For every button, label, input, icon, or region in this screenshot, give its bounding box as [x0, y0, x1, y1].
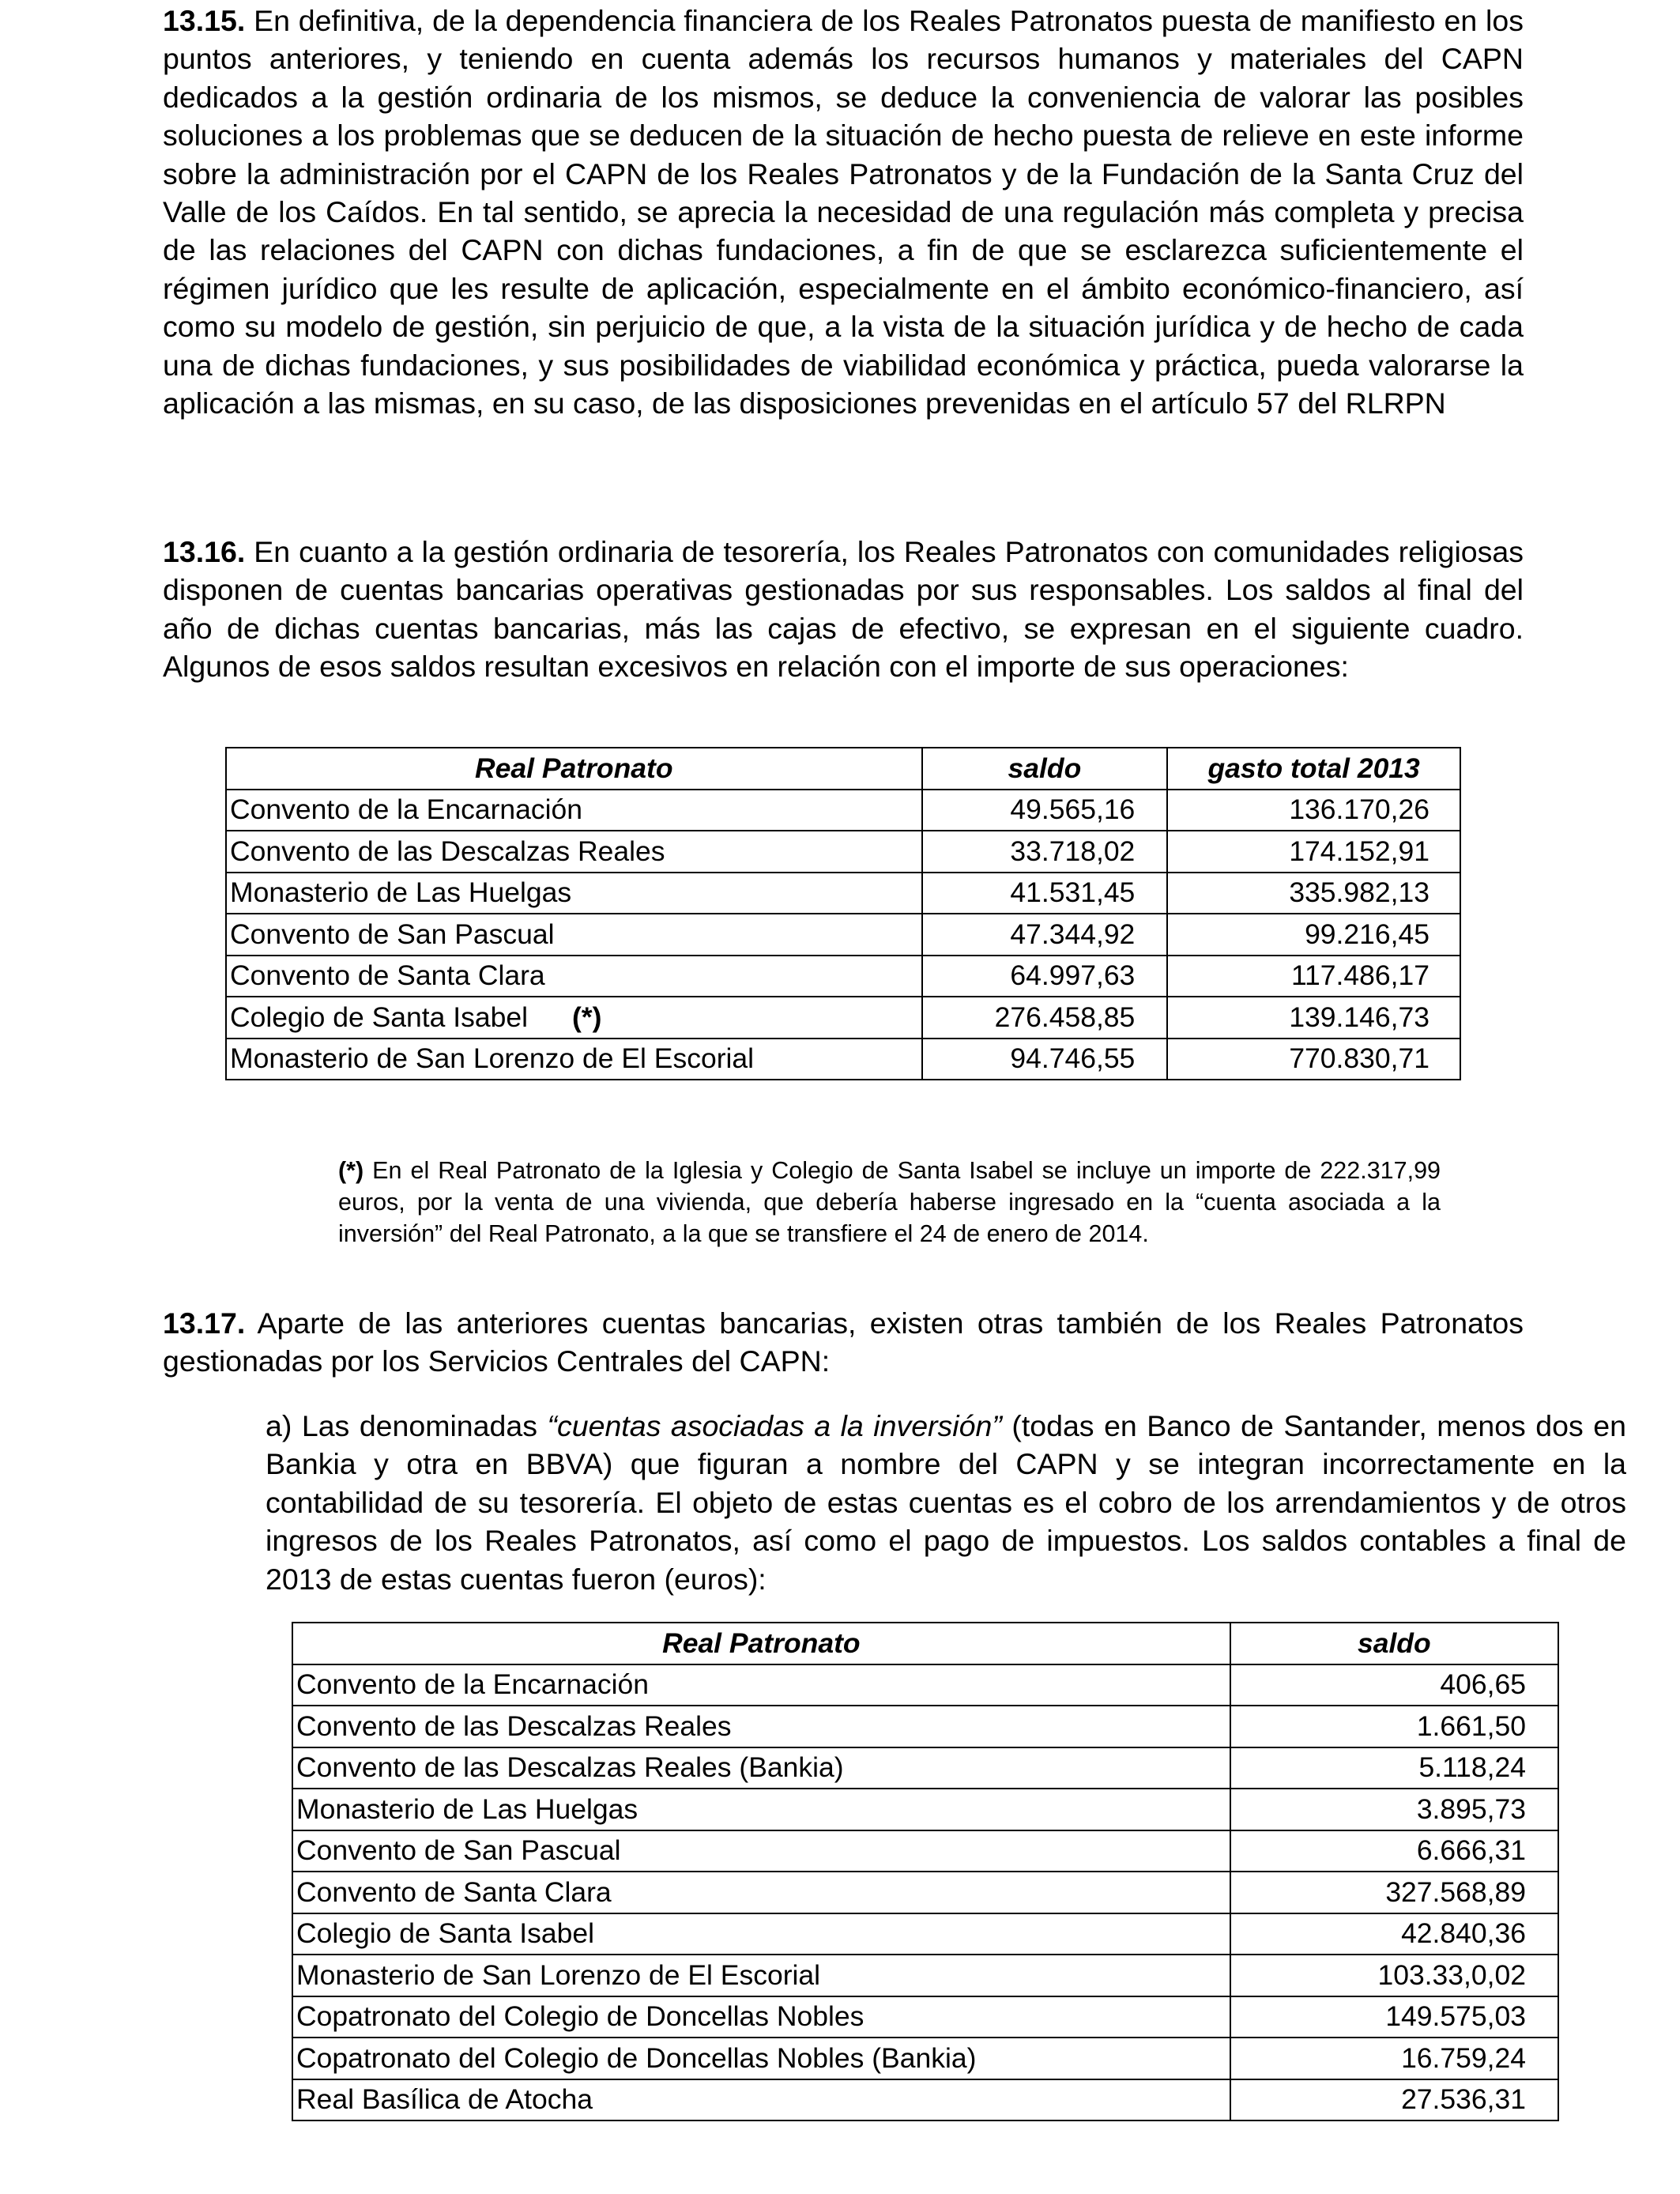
cell-name [226, 956, 922, 997]
paragraph-number: 13.16. [163, 535, 246, 568]
cell-name: Copatronato del Colegio de Doncellas Nobles (Bankia) [292, 2038, 1230, 2079]
cell-gasto: 136.170,26 [1167, 790, 1460, 831]
table-row [292, 1996, 1558, 2038]
paragraph-13-15 [163, 2, 1524, 422]
cell-saldo: 33.718,02 [922, 831, 1168, 873]
cell-saldo: 41.531,45 [922, 873, 1168, 914]
paragraph-number: 13.15. [163, 4, 246, 37]
table-row [292, 2038, 1558, 2079]
cell-name-text: Convento de San Pascual [230, 918, 555, 950]
cell-gasto: 99.216,45 [1167, 914, 1460, 956]
cell-saldo: 27.536,31 [1230, 2079, 1558, 2121]
cell-saldo: 406,65 [1230, 1664, 1558, 1706]
table-header-row [226, 748, 1460, 790]
cell-saldo: 327.568,89 [1230, 1872, 1558, 1913]
table-footnote [338, 1155, 1441, 1250]
cell-name [226, 914, 922, 956]
cell-gasto: 770.830,71 [1167, 1039, 1460, 1080]
cell-saldo: 149.575,03 [1230, 1996, 1558, 2038]
cell-name [226, 1039, 922, 1080]
cell-saldo: 1.661,50 [1230, 1706, 1558, 1747]
cell-name: Real Basílica de Atocha [292, 2079, 1230, 2121]
cell-name-text: Convento de las Descalzas Reales [230, 835, 665, 867]
cell-gasto: 139.146,73 [1167, 997, 1460, 1039]
cell-name-text: Convento de Santa Clara [230, 959, 545, 992]
cell-saldo: 16.759,24 [1230, 2038, 1558, 2079]
column-header-saldo: saldo [1230, 1623, 1558, 1664]
footnote-mark: (*) [571, 1001, 602, 1033]
cell-saldo: 42.840,36 [1230, 1913, 1558, 1955]
cell-name-text: Colegio de Santa Isabel [230, 1001, 528, 1033]
table-row [226, 831, 1460, 873]
cell-name: Colegio de Santa Isabel [292, 1913, 1230, 1955]
table-row [292, 1955, 1558, 1996]
paragraph-13-17-a [163, 1407, 1626, 1598]
paragraph-13-17 [163, 1304, 1524, 1381]
table-row [226, 873, 1460, 914]
cell-saldo: 6.666,31 [1230, 1830, 1558, 1872]
cell-saldo: 276.458,85 [922, 997, 1168, 1039]
footnote-mark: (*) [338, 1156, 364, 1184]
column-header-saldo: saldo [922, 748, 1168, 790]
cell-saldo: 3.895,73 [1230, 1789, 1558, 1830]
table-row [226, 790, 1460, 831]
cell-saldo: 94.746,55 [922, 1039, 1168, 1080]
table-row [292, 1830, 1558, 1872]
cell-saldo: 47.344,92 [922, 914, 1168, 956]
table-row [226, 956, 1460, 997]
cell-name: Convento de las Descalzas Reales (Bankia) [292, 1747, 1230, 1789]
table-header-row [292, 1623, 1558, 1664]
balances-table [225, 747, 1461, 1080]
paragraph-text: En cuanto a la gestión ordinaria de tesorería, los Reales Patronatos con comunidades religiosas disponen de cuentas bancarias operativas gestionadas por sus responsables. Los saldos al final del año de dichas cuentas bancarias, más las cajas de efectivo, se expresan en el siguiente cuadro. Algunos de esos saldos resultan excesivos en relación con el importe de sus operaciones: [163, 535, 1524, 684]
cell-name [226, 831, 922, 873]
cell-name [226, 997, 922, 1039]
cell-name: Convento de Santa Clara [292, 1872, 1230, 1913]
table-row [292, 1706, 1558, 1747]
paragraph-text: Aparte de las anteriores cuentas bancarias, existen otras también de los Reales Patronatos gestionadas por los Servicios Centrales del CAPN: [163, 1306, 1524, 1378]
cell-gasto: 335.982,13 [1167, 873, 1460, 914]
paragraph-text: En definitiva, de la dependencia financiera de los Reales Patronatos puesta de manifiesto en los puntos anteriores, y teniendo en cuenta además los recursos humanos y materiales del CAPN dedicados a la gestión ordinaria de los mismos, se deduce la conveniencia de valorar las posibles soluciones a los problemas que se deducen de la situación de hecho puesta de relieve en este informe sobre la administración por el CAPN de los Reales Patronatos y de la Fundación de la Santa Cruz del Valle de los Caídos. En tal sentido, se aprecia la necesidad de una regulación más completa y precisa de las relaciones del CAPN con dichas fundaciones, a fin de que se esclarezca suficientemente el régimen jurídico que les resulte de aplicación, especialmente en el ámbito económico-financiero, así como su modelo de gestión, sin perjuicio de que, a la vista de la situación jurídica y de hecho de cada una de dichas fundaciones, y sus posibilidades de viabilidad económica y práctica, pueda valorarse la aplicación a las mismas, en su caso, de las disposiciones prevenidas en el artículo 57 del RLRPN [163, 4, 1524, 420]
investment-accounts-table [292, 1622, 1559, 2121]
column-header-real-patronato: Real Patronato [292, 1623, 1230, 1664]
cell-name: Convento de las Descalzas Reales [292, 1706, 1230, 1747]
cell-name [226, 790, 922, 831]
table-row [292, 1747, 1558, 1789]
cell-saldo: 49.565,16 [922, 790, 1168, 831]
paragraph-italic-term: “cuentas asociadas a la inversión” [547, 1409, 1002, 1442]
cell-saldo: 5.118,24 [1230, 1747, 1558, 1789]
paragraph-13-16 [163, 533, 1524, 686]
cell-name: Monasterio de Las Huelgas [292, 1789, 1230, 1830]
table-row [292, 2079, 1558, 2121]
table-row [292, 1789, 1558, 1830]
table-row [226, 997, 1460, 1039]
cell-name: Convento de la Encarnación [292, 1664, 1230, 1706]
cell-saldo: 64.997,63 [922, 956, 1168, 997]
cell-saldo: 103.33,0,02 [1230, 1955, 1558, 1996]
table-row [226, 914, 1460, 956]
paragraph-number: 13.17. [163, 1306, 246, 1340]
cell-gasto: 174.152,91 [1167, 831, 1460, 873]
column-header-gasto-total: gasto total 2013 [1167, 748, 1460, 790]
paragraph-lead: a) Las denominadas [266, 1409, 548, 1442]
cell-name: Monasterio de San Lorenzo de El Escorial [292, 1955, 1230, 1996]
cell-name [226, 873, 922, 914]
cell-name: Convento de San Pascual [292, 1830, 1230, 1872]
paragraph-text: (todas en Banco de Santander, menos dos en Bankia y otra en BBVA) que figuran a nombre del CAPN y se integran incorrectamente en la contabilidad de su tesorería. El objeto de estas cuentas es el cobro de los arrendamientos y de otros ingresos de los Reales Patronatos, así como el pago de impuestos. Los saldos contables a final de 2013 de estas cuentas fueron (euros): [266, 1409, 1626, 1596]
cell-name-text: Monasterio de Las Huelgas [230, 876, 572, 909]
footnote-text: En el Real Patronato de la Iglesia y Colegio de Santa Isabel se incluye un importe de 222.317,99 euros, por la venta de una vivienda, que debería haberse ingresado en la “cuenta asociada a la inversión” del Real Patronato, a la que se transfiere el 24 de enero de 2014. [338, 1156, 1441, 1247]
cell-name: Copatronato del Colegio de Doncellas Nobles [292, 1996, 1230, 2038]
column-header-real-patronato: Real Patronato [226, 748, 922, 790]
cell-gasto: 117.486,17 [1167, 956, 1460, 997]
table-row [226, 1039, 1460, 1080]
table-row [292, 1664, 1558, 1706]
cell-name-text: Convento de la Encarnación [230, 794, 583, 826]
table-row [292, 1913, 1558, 1955]
table-row [292, 1872, 1558, 1913]
cell-name-text: Monasterio de San Lorenzo de El Escorial [230, 1042, 755, 1075]
